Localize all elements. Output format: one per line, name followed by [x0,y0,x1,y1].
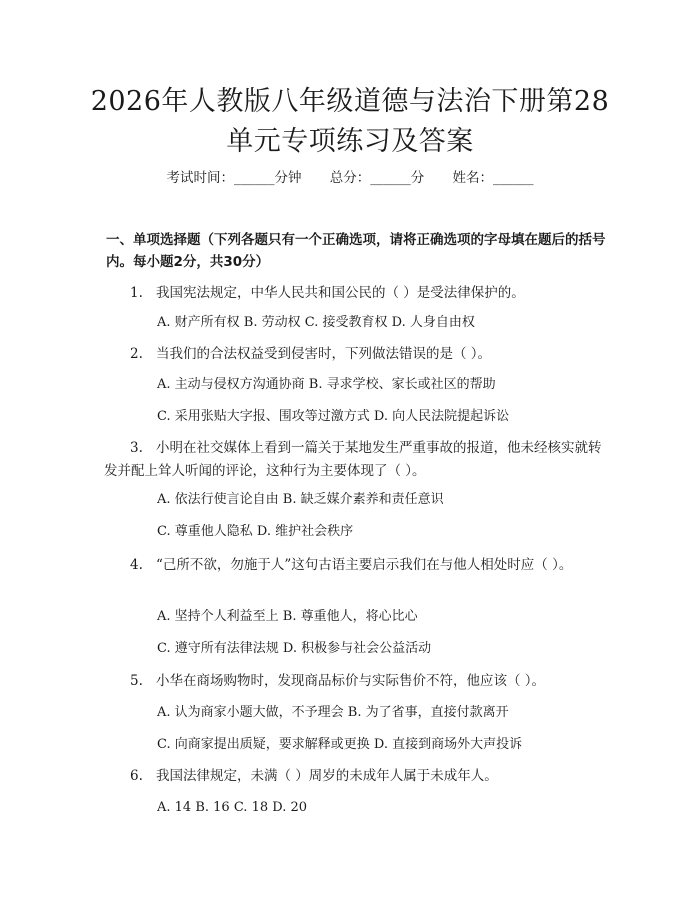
section-heading: 一、单项选择题（下列各题只有一个正确选项，请将正确选项的字母填在题后的括号内。每小题2分，共30分） [106,232,606,270]
question-text: 小华在商场购物时，发现商品标价与实际售价不符，他应该（ ）。 [156,673,546,689]
question-text: 我国法律规定，未满（ ）周岁的未成年人属于未成年人。 [156,768,498,784]
question-number: 2. [130,346,143,362]
exam-time: 考试时间：______分钟 [166,170,302,186]
question-3-options-line-1: A. 依法行使言论自由 B. 缺乏媒介素养和责任意识 [157,492,444,507]
question-6-options: A. 14 B. 16 C. 18 D. 20 [157,800,308,815]
question-3 [104,437,608,483]
question-4 [104,554,608,577]
question-2-options-line-2: C. 采用张贴大字报、围攻等过激方式 D. 向人民法院提起诉讼 [157,409,510,424]
question-text: 我国宪法规定，中华人民共和国公民的（ ）是受法律保护的。 [156,285,525,301]
question-6 [104,765,608,788]
question-number: 3. [130,440,143,456]
document-title [60,82,640,162]
question-1 [104,282,608,305]
question-2-options-line-1: A. 主动与侵权方沟通协商 B. 寻求学校、家长或社区的帮助 [157,377,496,392]
question-5-options-line-2: C. 向商家提出质疑，要求解释或更换 D. 直接到商场外大声投诉 [157,737,523,752]
question-number: 4. [130,557,143,573]
question-2 [104,343,608,366]
question-text: “己所不欲，勿施于人”这句古语主要启示我们在与他人相处时应（ ）。 [156,557,573,573]
question-1-options: A. 财产所有权 B. 劳动权 C. 接受教育权 D. 人身自由权 [157,315,475,330]
question-text: 当我们的合法权益受到侵害时，下列做法错误的是（ ）。 [156,346,492,362]
question-number: 5. [130,673,143,689]
question-3-options-line-2: C. 尊重他人隐私 D. 维护社会秩序 [157,524,354,539]
question-4-options-line-2: C. 遵守所有法律法规 D. 积极参与社会公益活动 [157,641,432,656]
question-number: 6. [130,768,143,784]
question-4-options-line-1: A. 坚持个人利益至上 B. 尊重他人，将心比心 [157,609,418,624]
exam-meta [0,168,700,188]
question-5-options-line-1: A. 认为商家小题大做，不予理会 B. 为了省事，直接付款离开 [157,705,509,720]
question-text: 小明在社交媒体上看到一篇关于某地发生严重事故的报道，他未经核实就转发并配上耸人听闻的评论，这种行为主要体现了（ ）。 [104,440,602,479]
question-number: 1. [130,285,143,301]
total-score: 总分：______分 [329,170,425,186]
title-line-1: 2026年人教版八年级道德与法治下册第28 [90,86,610,117]
student-name: 姓名：______ [452,170,534,186]
title-line-2: 单元专项练习及答案 [226,126,474,157]
question-5 [104,670,608,693]
